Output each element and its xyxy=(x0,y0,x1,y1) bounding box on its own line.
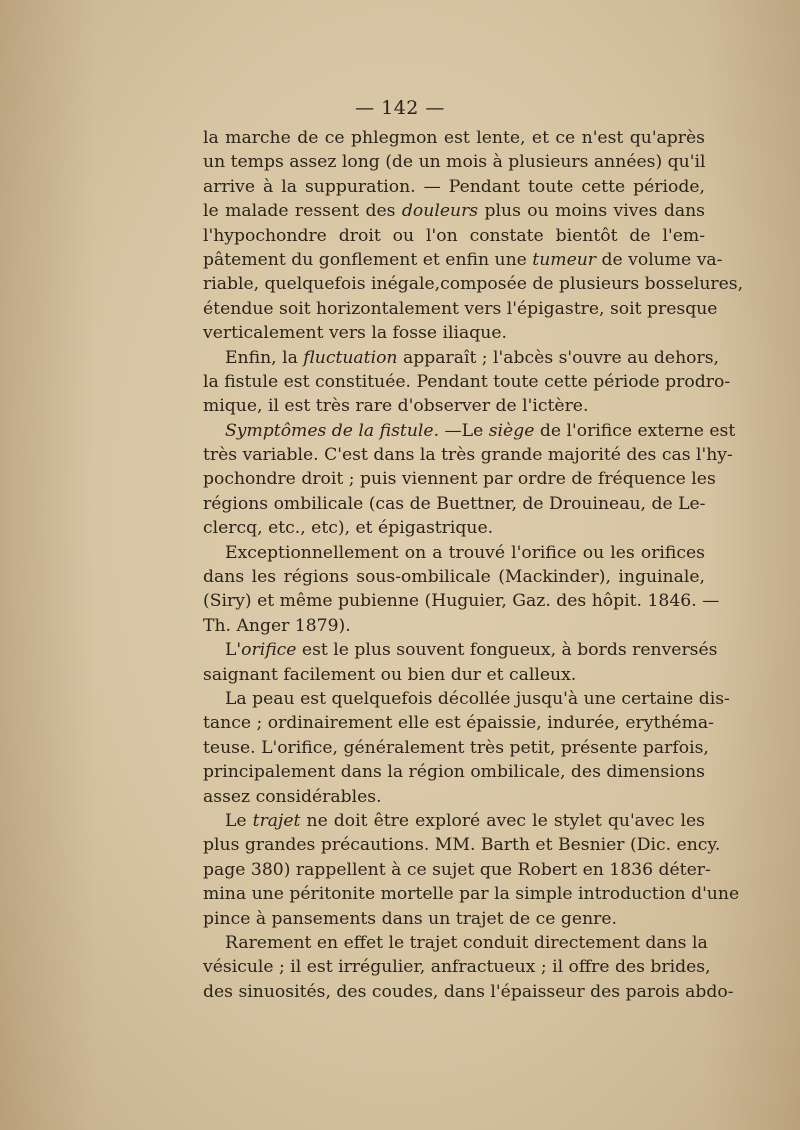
text-segment: L' xyxy=(225,640,242,661)
text-line xyxy=(203,419,736,443)
text-segment: principalement dans la région ombilicale, des dimensions xyxy=(203,762,705,783)
text-line xyxy=(203,175,705,199)
text-line xyxy=(203,638,718,662)
text-segment: étendue soit horizontalement vers l'épigastre, soit presque xyxy=(203,298,718,319)
text-segment: page 380) rappellent à ce sujet que Robert en 1836 déter- xyxy=(203,859,711,880)
text-segment: Rarement en effet le trajet conduit directement dans la xyxy=(225,932,708,953)
text-segment: des sinuosités, des coudes, dans l'épaisseur des parois abdo- xyxy=(203,981,734,1002)
text-segment: arrive à la suppuration. — Pendant toute cette période, xyxy=(203,176,705,197)
text-line xyxy=(203,931,708,955)
text-line xyxy=(203,394,705,418)
text-segment: régions ombilicale (cas de Buettner, de Drouineau, de Le- xyxy=(203,493,706,514)
text-segment: mina une péritonite mortelle par la simple introduction d'une xyxy=(203,884,740,905)
text-segment: l'hypochondre droit ou l'on constate bientôt de l'em- xyxy=(203,225,705,246)
text-segment: dans les régions sous-ombilicale (Mackinder), inguinale, xyxy=(203,567,705,588)
text-segment: de volume va- xyxy=(596,249,723,270)
text-line xyxy=(203,663,705,687)
text-segment: saignant facilement ou bien dur et calleux. xyxy=(203,664,577,685)
italic-text: douleurs xyxy=(401,201,479,222)
text-segment: très variable. C'est dans la très grande majorité des cas l'hy- xyxy=(203,445,733,466)
italic-text: trajet xyxy=(252,810,301,831)
italic-text: fluctuation xyxy=(303,347,398,368)
text-line xyxy=(203,907,705,931)
text-line xyxy=(203,272,744,296)
text-line xyxy=(203,760,705,784)
text-line xyxy=(203,516,705,540)
text-segment: —Le xyxy=(439,420,489,441)
text-segment: plus ou moins vives dans xyxy=(478,201,705,222)
italic-text: siège xyxy=(488,420,535,441)
text-line xyxy=(203,443,733,467)
text-line xyxy=(203,882,740,906)
text-segment: pâtement du gonflement et enfin une xyxy=(203,249,533,270)
text-segment: pince à pansements dans un trajet de ce genre. xyxy=(203,908,618,929)
text-line xyxy=(203,126,705,150)
text-line xyxy=(203,809,705,833)
text-segment: plus grandes précautions. MM. Barth et Besnier (Dic. ency. xyxy=(203,835,721,856)
text-segment: Th. Anger 1879). xyxy=(203,615,351,636)
text-segment: est le plus souvent fongueux, à bords renversés xyxy=(296,640,718,661)
text-line xyxy=(203,614,705,638)
text-line xyxy=(203,858,711,882)
text-line xyxy=(203,955,711,979)
text-line xyxy=(203,346,720,370)
text-line xyxy=(203,980,734,1004)
text-line xyxy=(203,736,709,760)
text-segment: La peau est quelquefois décollée jusqu'à une certaine dis- xyxy=(225,688,730,709)
text-line xyxy=(203,248,723,272)
italic-text: orifice xyxy=(241,640,297,661)
text-line xyxy=(203,687,730,711)
italic-text: Symptômes de la fistule. xyxy=(225,420,440,441)
text-segment: assez considérables. xyxy=(203,786,382,807)
text-line xyxy=(203,541,705,565)
text-segment: Le xyxy=(225,810,253,831)
text-segment: riable, quelquefois inégale,composée de plusieurs bosselures, xyxy=(203,274,744,295)
text-segment: mique, il est très rare d'observer de l'ictère. xyxy=(203,396,589,417)
text-segment: verticalement vers la fosse iliaque. xyxy=(203,323,507,344)
text-segment: (Siry) et même pubienne (Huguier, Gaz. des hôpit. 1846. — xyxy=(203,591,720,612)
text-segment: tance ; ordinairement elle est épaissie, indurée, erythéma- xyxy=(203,713,714,734)
text-line xyxy=(203,492,705,516)
text-segment: Exceptionnellement on a trouvé l'orifice ou les orifices xyxy=(225,542,705,563)
text-line xyxy=(203,150,705,174)
text-segment: la fistule est constituée. Pendant toute cette période prodro- xyxy=(203,371,731,392)
text-segment: un temps assez long (de un mois à plusieurs années) qu'il xyxy=(203,152,706,173)
text-line xyxy=(203,565,705,589)
text-segment: pochondre droit ; puis viennent par ordre de fréquence les xyxy=(203,469,716,490)
text-segment: Enfin, la xyxy=(225,347,304,368)
text-segment: teuse. L'orifice, généralement très petit, présente parfois, xyxy=(203,737,709,758)
body-text xyxy=(203,126,744,1004)
text-segment: le malade ressent des xyxy=(203,201,402,222)
italic-text: tumeur xyxy=(532,249,597,270)
text-segment: clercq, etc., etc), et épigastrique. xyxy=(203,518,494,539)
text-line xyxy=(203,785,705,809)
text-segment: la marche de ce phlegmon est lente, et ce n'est qu'après xyxy=(203,128,705,148)
text-line xyxy=(203,711,714,735)
text-line xyxy=(203,224,705,248)
text-segment: de l'orifice externe est xyxy=(534,420,736,441)
text-segment: apparaît ; l'abcès s'ouvre au dehors, xyxy=(397,347,720,368)
text-segment: vésicule ; il est irrégulier, anfractueux ; il offre des brides, xyxy=(203,957,711,978)
text-line xyxy=(203,297,718,321)
text-line xyxy=(203,321,705,345)
text-line xyxy=(203,589,720,613)
text-line xyxy=(203,370,731,394)
text-line xyxy=(203,199,705,223)
page-number: — 142 — xyxy=(355,97,445,119)
text-line xyxy=(203,467,716,491)
text-segment: ne doit être exploré avec le stylet qu'avec les xyxy=(300,810,705,831)
text-line xyxy=(203,833,721,857)
